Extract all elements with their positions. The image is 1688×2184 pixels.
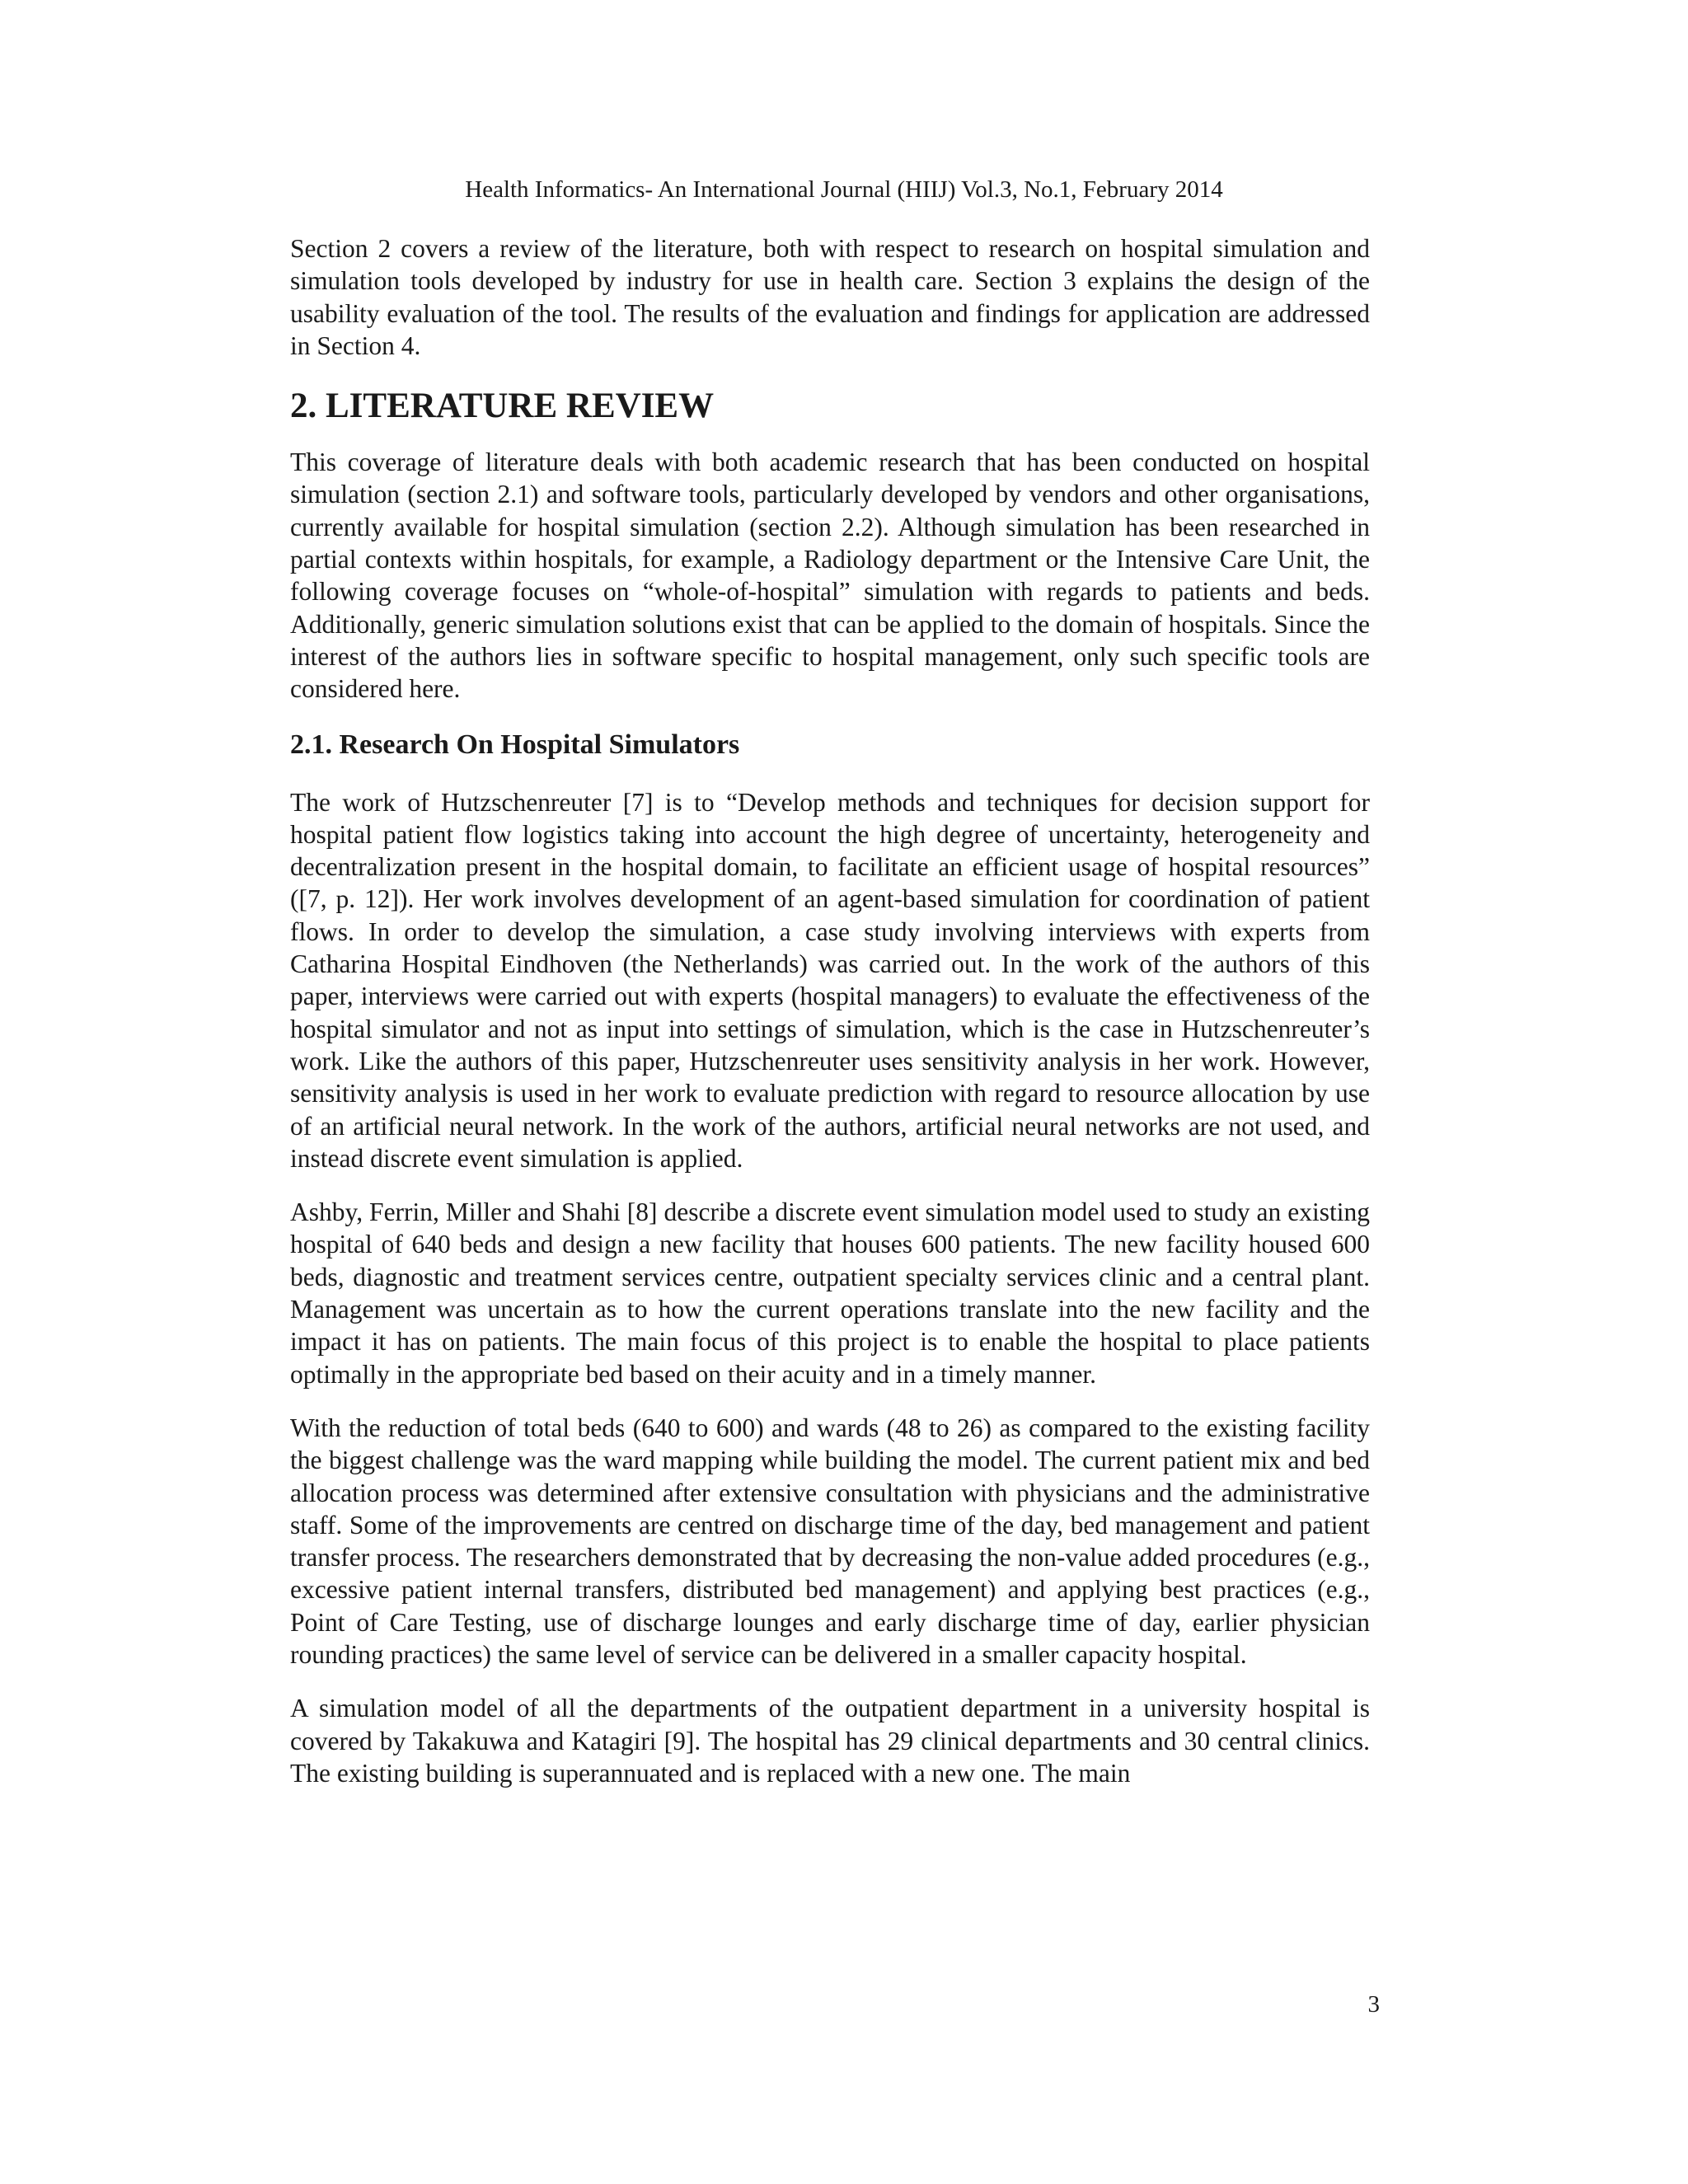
page-content [290, 232, 1370, 1811]
page-number: 3 [1367, 1991, 1380, 2018]
section-heading: 2. LITERATURE REVIEW [290, 387, 715, 426]
running-header: Health Informatics- An International Journal (HIIJ) Vol.3, No.1, February 2014 [465, 176, 1223, 203]
subsection-heading: 2.1. Research On Hospital Simulators [290, 729, 740, 760]
section-intro-paragraph: This coverage of literature deals with both academic research that has been conducted on hospital simulation (section 2.1) and software tools, particularly developed by vendors and other organisations, currently available for hospital simulation (section 2.2). Although simulation has been researched in partial contexts within hospitals, for example, a Radiology department or the Intensive Care Unit, the following coverage focuses on “whole-of-hospital” simulation with regards to patients and beds. Additionally, generic simulation solutions exist that can be applied to the domain of hospitals. Since the interest of the authors lies in software specific to hospital management, only such specific tools are considered here. [290, 448, 1370, 704]
body-paragraph-hutzschenreuter: The work of Hutzschenreuter [7] is to “Develop methods and techniques for decision support for hospital patient flow logistics taking into account the high degree of uncertainty, heterogeneity and decentralization present in the hospital domain, to facilitate an efficient usage of hospital resources” ([7, p. 12]). Her work involves development of an agent-based simulation for coordination of patient flows. In order to develop the simulation, a case study involving interviews with experts from Catharina Hospital Eindhoven (the Netherlands) was carried out. In the work of the authors of this paper, interviews were carried out with experts (hospital managers) to evaluate the effectiveness of the hospital simulator and not as input into settings of simulation, which is the case in Hutzschenreuter’s work. Like the authors of this paper, Hutzschenreuter uses sensitivity analysis in her work. However, sensitivity analysis is used in her work to evaluate prediction with regard to resource allocation by use of an artificial neural network. In the work of the authors, artificial neural networks are not used, and instead discrete event simulation is applied. [290, 787, 1370, 1173]
body-paragraph-takakuwa: A simulation model of all the departments of the outpatient department in a university hospital is covered by Takakuwa and Katagiri [9]. The hospital has 29 clinical departments and 30 central clinics. The existing building is superannuated and is replaced with a new one. The main [290, 1694, 1370, 1788]
intro-paragraph: Section 2 covers a review of the literature, both with respect to research on hospital simulation and simulation tools developed by industry for use in health care. Section 3 explains the design of the usability evaluation of the tool. The results of the evaluation and findings for application are addressed in Section 4. [290, 234, 1370, 360]
body-paragraph-ashby: Ashby, Ferrin, Miller and Shahi [8] describe a discrete event simulation model used to study an existing hospital of 640 beds and design a new facility that houses 600 patients. The new facility housed 600 beds, diagnostic and treatment services centre, outpatient specialty services clinic and a central plant. Management was uncertain as to how the current operations translate into the new facility and the impact it has on patients. The main focus of this project is to enable the hospital to place patients optimally in the appropriate bed based on their acuity and in a timely manner. [290, 1197, 1370, 1389]
body-paragraph-reduction: With the reduction of total beds (640 to 600) and wards (48 to 26) as compared to the existing facility the biggest challenge was the ward mapping while building the model. The current patient mix and bed allocation process was determined after extensive consultation with physicians and the administrative staff. Some of the improvements are centred on discharge time of the day, bed management and patient transfer process. The researchers demonstrated that by decreasing the non-value added procedures (e.g., excessive patient internal transfers, distributed bed management) and applying best practices (e.g., Point of Care Testing, use of discharge lounges and early discharge time of day, earlier physician rounding practices) the same level of service can be delivered in a smaller capacity hospital. [290, 1413, 1370, 1669]
